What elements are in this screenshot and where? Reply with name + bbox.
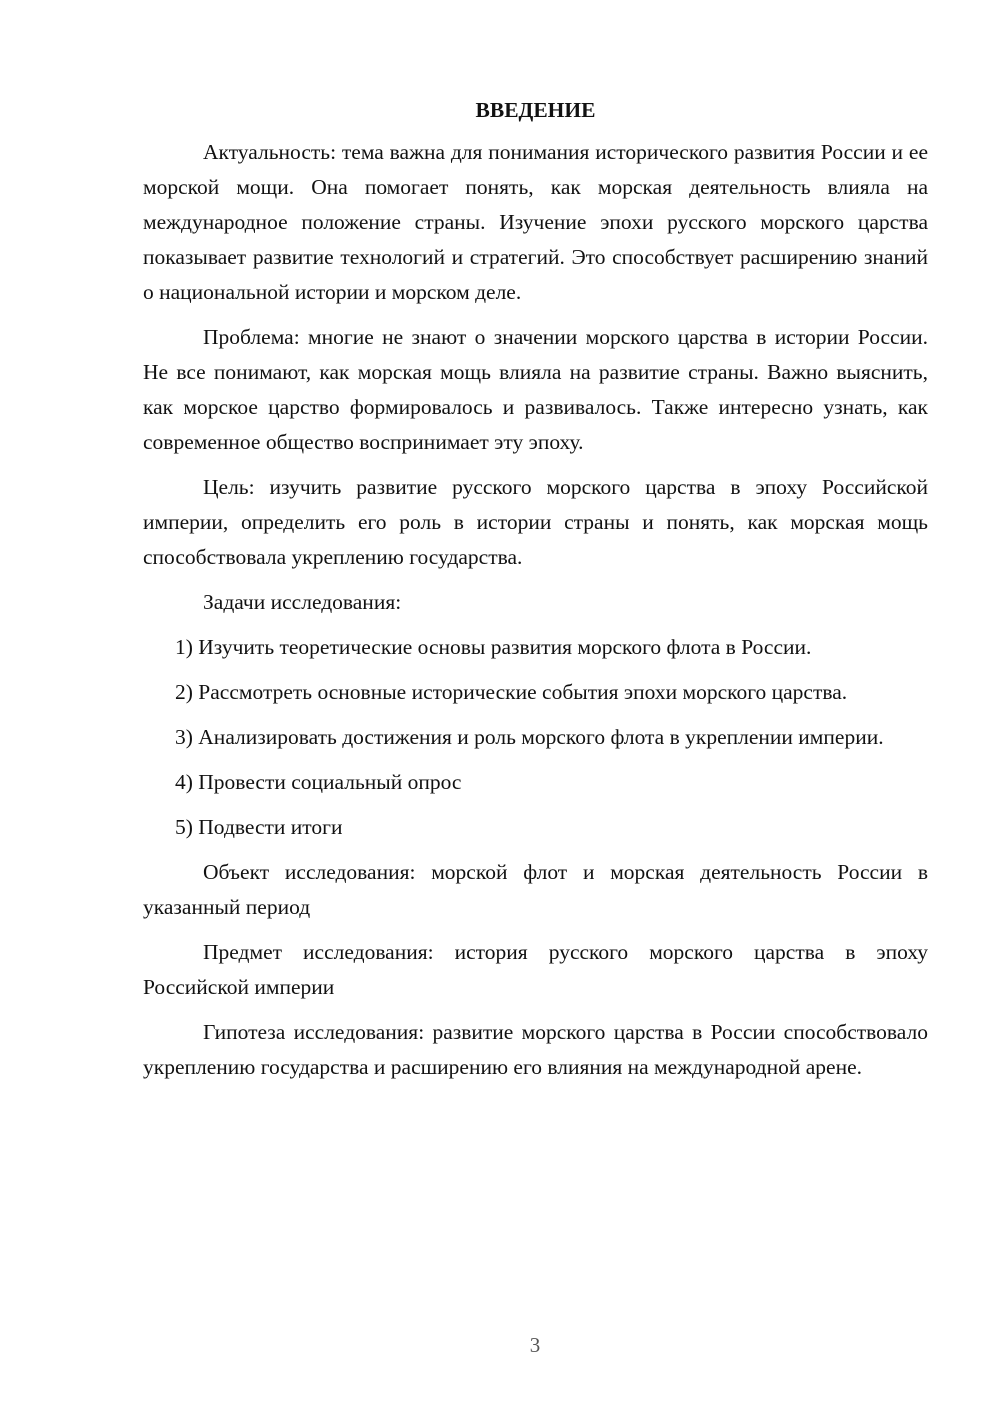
paragraph-subject: Предмет исследования: история русского морского царства в эпоху Российской империи bbox=[143, 940, 928, 999]
paragraph-goal: Цель: изучить развитие русского морского царства в эпоху Российской империи, определить его роль в истории страны и понять, как морская мощь способствовала укреплению государства. bbox=[143, 475, 928, 569]
page-number: 3 bbox=[529, 1333, 541, 1357]
paragraph-hypothesis: Гипотеза исследования: развитие морского царства в России способствовало укреплению государства и расширению его влияния на международной арене. bbox=[143, 1020, 928, 1079]
task-item-1: 1) Изучить теоретические основы развития морского флота в России. bbox=[175, 635, 812, 659]
section-title: ВВЕДЕНИЕ bbox=[475, 98, 596, 122]
paragraph-object: Объект исследования: морской флот и морская деятельность России в указанный период bbox=[143, 860, 928, 919]
task-item-2: 2) Рассмотреть основные исторические события эпохи морского царства. bbox=[175, 680, 848, 704]
paragraph-relevance: Актуальность: тема важна для понимания исторического развития России и ее морской мощи. Она помогает понять, как морская деятельность влияла на международное положение страны. Изучение эпохи русского морского царства показывает развитие технологий и стратегий. Это способствует расширению знаний о национальной истории и морском деле. bbox=[143, 140, 928, 304]
task-item-4: 4) Провести социальный опрос bbox=[175, 770, 462, 794]
paragraph-tasks-heading: Задачи исследования: bbox=[203, 590, 402, 614]
task-item-5: 5) Подвести итоги bbox=[175, 815, 343, 839]
paragraph-problem: Проблема: многие не знают о значении морского царства в истории России. Не все понимают, как морская мощь влияла на развитие страны. Важно выяснить, как морское царство формировалось и развивалось. Также интересно узнать, как современное общество воспринимает эту эпоху. bbox=[143, 325, 928, 454]
task-item-3: 3) Анализировать достижения и роль морского флота в укреплении империи. bbox=[175, 725, 884, 749]
document-page bbox=[143, 95, 928, 1095]
